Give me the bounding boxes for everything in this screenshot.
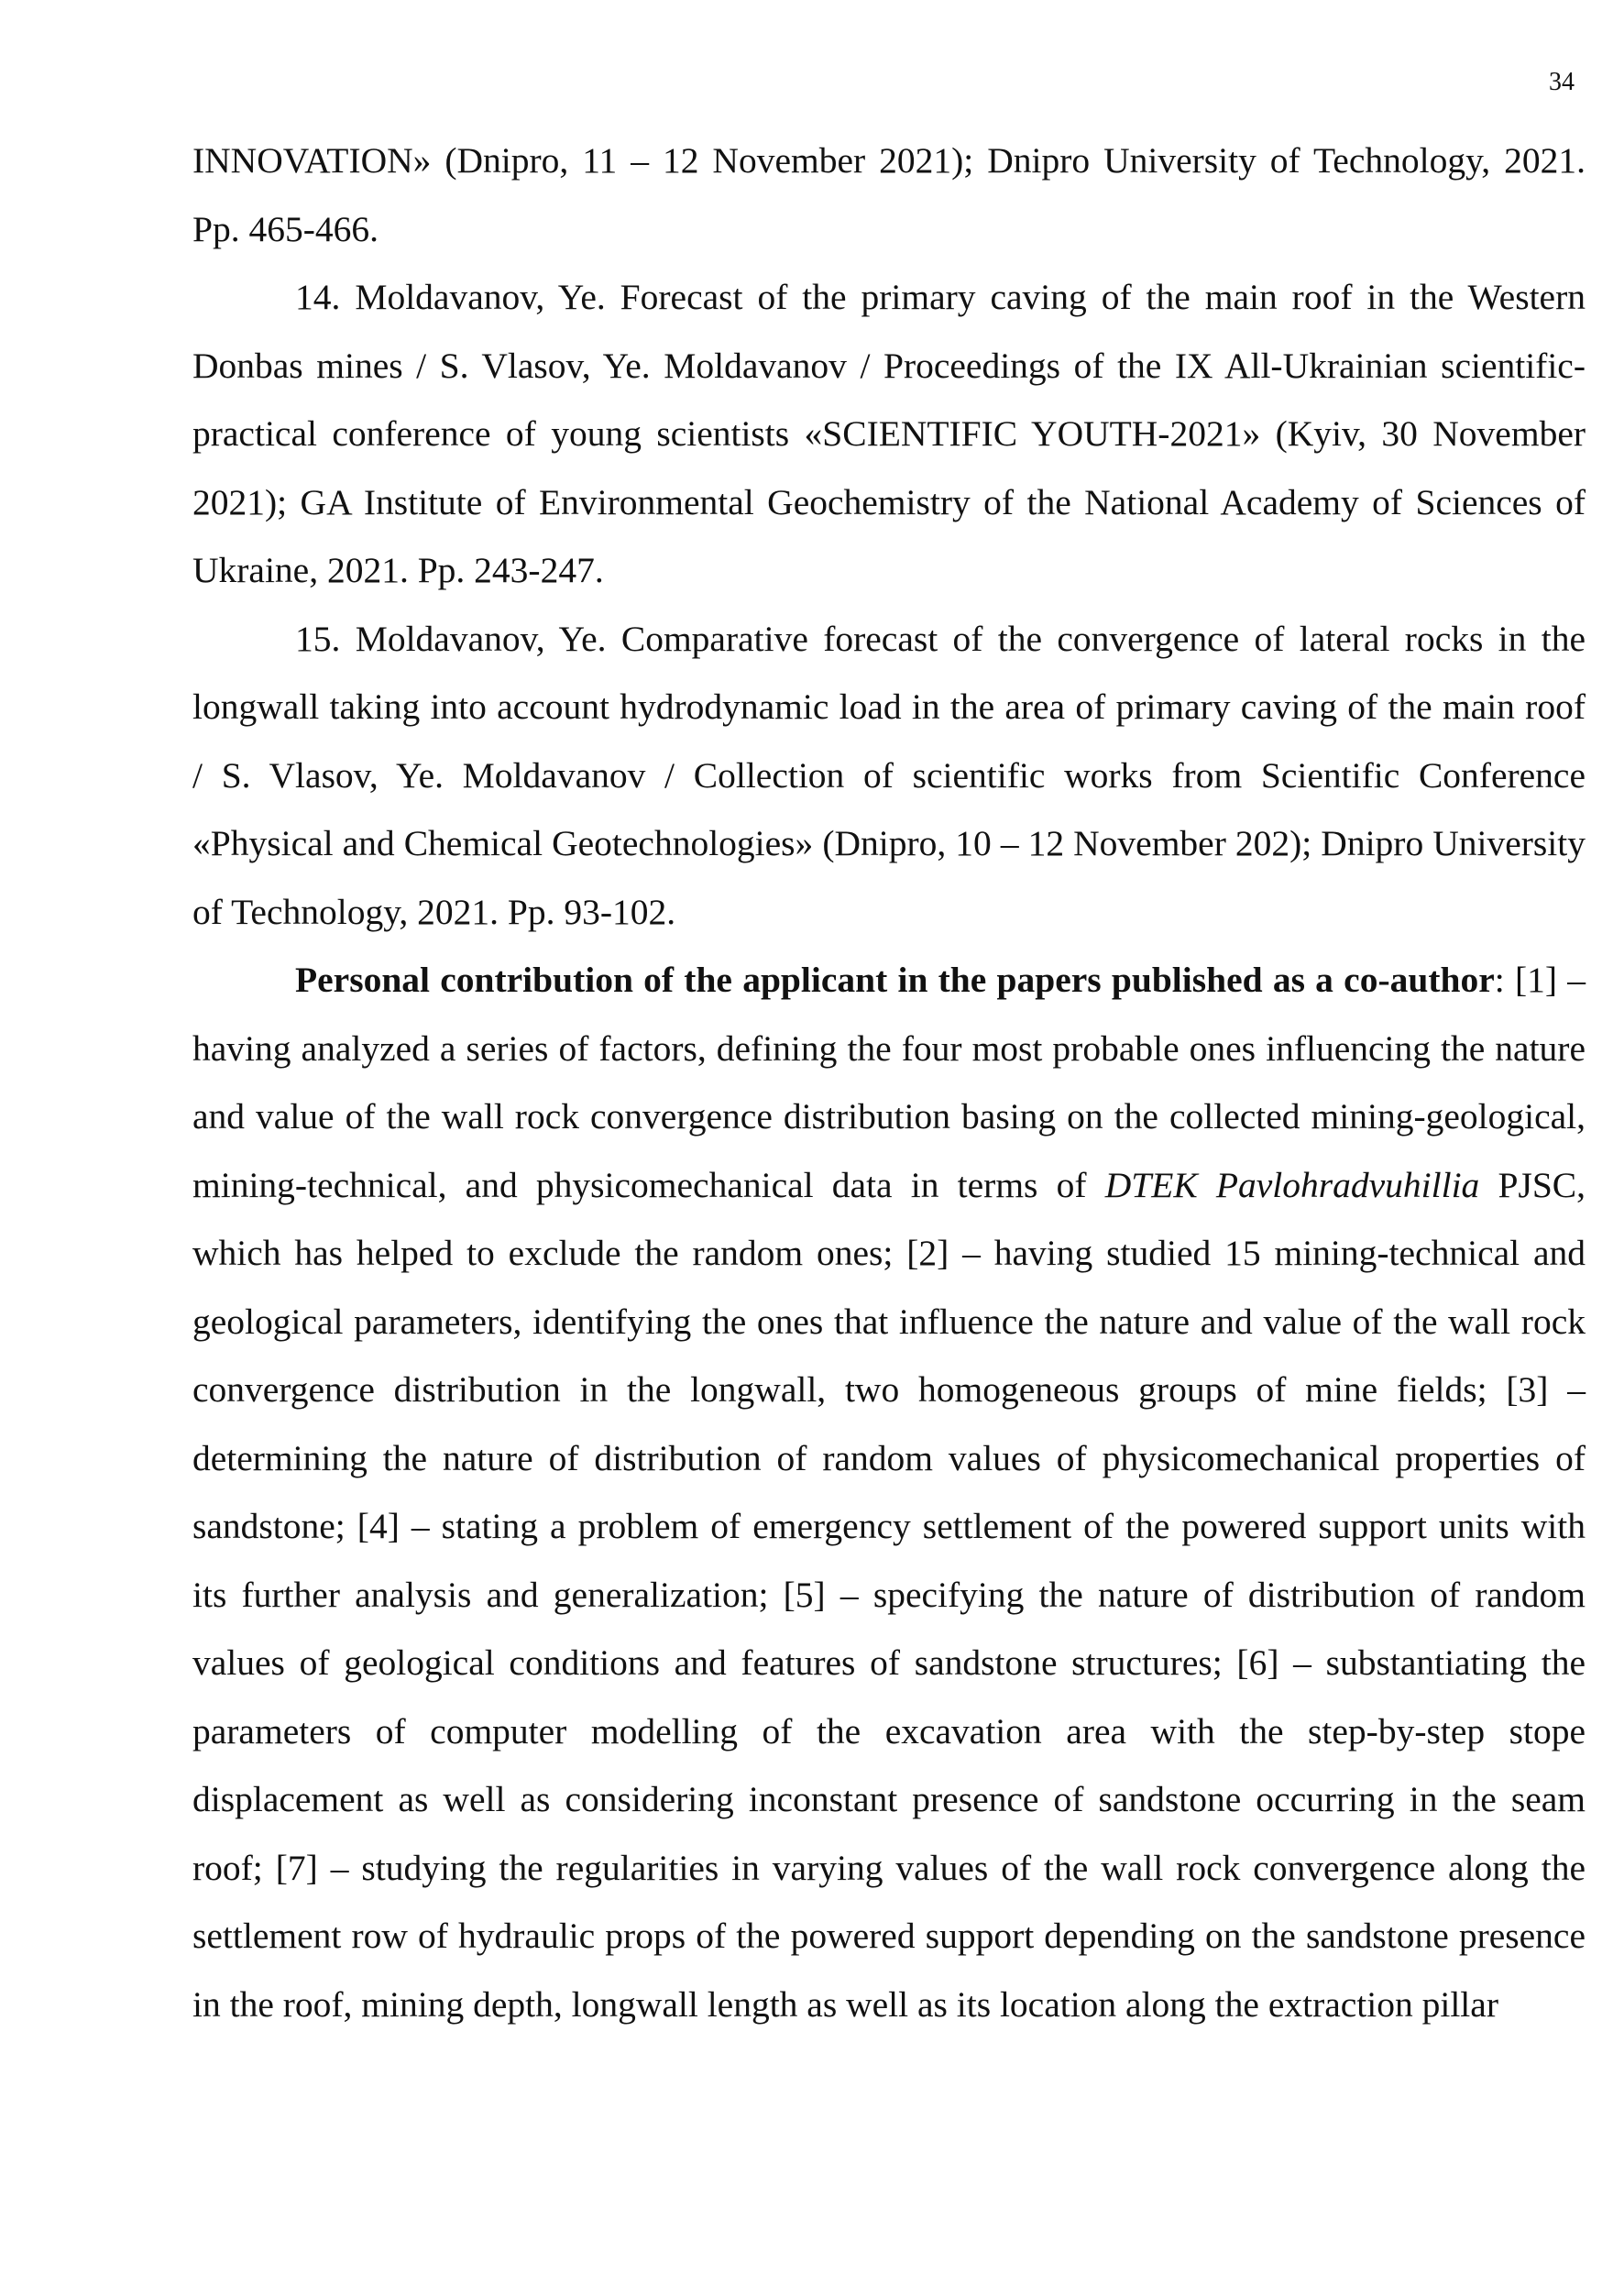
contribution-heading: Personal contribution of the applicant in the papers published as a co-author — [295, 960, 1495, 1000]
company-name: DTEK Pavlohradvuhillia — [1104, 1164, 1480, 1205]
personal-contribution-paragraph — [192, 946, 1586, 2038]
contribution-text-part-1: [1] – having analyzed a series of factors, defining the four most probable ones influencing the nature and value of the wall rock convergence distribution basing on the collected mining-geological, mining-technical, and physicomechanical data in terms of — [192, 960, 1586, 1205]
reference-item-14: 14. Moldavanov, Ye. Forecast of the primary caving of the main roof in the Western Donbas mines / S. Vlasov, Ye. Moldavanov / Proceedings of the IX All-Ukrainian scientific-practical conference of young scientists «SCIENTIFIC YOUTH-2021» (Kyiv, 30 November 2021); GA Institute of Environmental Geochemistry of the National Academy of Sciences of Ukraine, 2021. Pp. 243-247. — [192, 277, 1586, 590]
page-number: 34 — [1549, 68, 1575, 96]
contribution-text-part-2: PJSC, which has helped to exclude the random ones; [2] – having studied 15 mining-technical and geological parameters, identifying the ones that influence the nature and value of the wall rock convergence distribution in the longwall, two homogeneous groups of mine fields; [3] – determining the nature of distribution of random values of physicomechanical properties of sandstone; [4] – stating a problem of emergency settlement of the powered support units with its further analysis and generalization; [5] – specifying the nature of distribution of random values of geological conditions and features of sandstone structures; [6] – substantiating the parameters of computer modelling of the excavation area with the step-by-step stope displacement as well as considering inconstant presence of sandstone occurring in the seam roof; [7] – studying the regularities in varying values of the wall rock convergence along the settlement row of hydraulic props of the powered support depending on the sandstone presence in the roof, mining depth, longwall length as well as its location along the extraction pillar — [192, 1164, 1586, 2025]
reference-continuation: INNOVATION» (Dnipro, 11 – 12 November 2021); Dnipro University of Technology, 2021. Pp. 465-466. — [192, 140, 1586, 249]
reference-item-15: 15. Moldavanov, Ye. Comparative forecast of the convergence of lateral rocks in the longwall taking into account hydrodynamic load in the area of primary caving of the main roof / S. Vlasov, Ye. Moldavanov / Collection of scientific works from Scientific Conference «Physical and Chemical Geotechnologies» (Dnipro, 10 – 12 November 202); Dnipro University of Technology, 2021. Pp. 93-102. — [192, 618, 1586, 932]
contribution-colon: : — [1494, 960, 1505, 1000]
page-body — [192, 126, 1586, 2038]
